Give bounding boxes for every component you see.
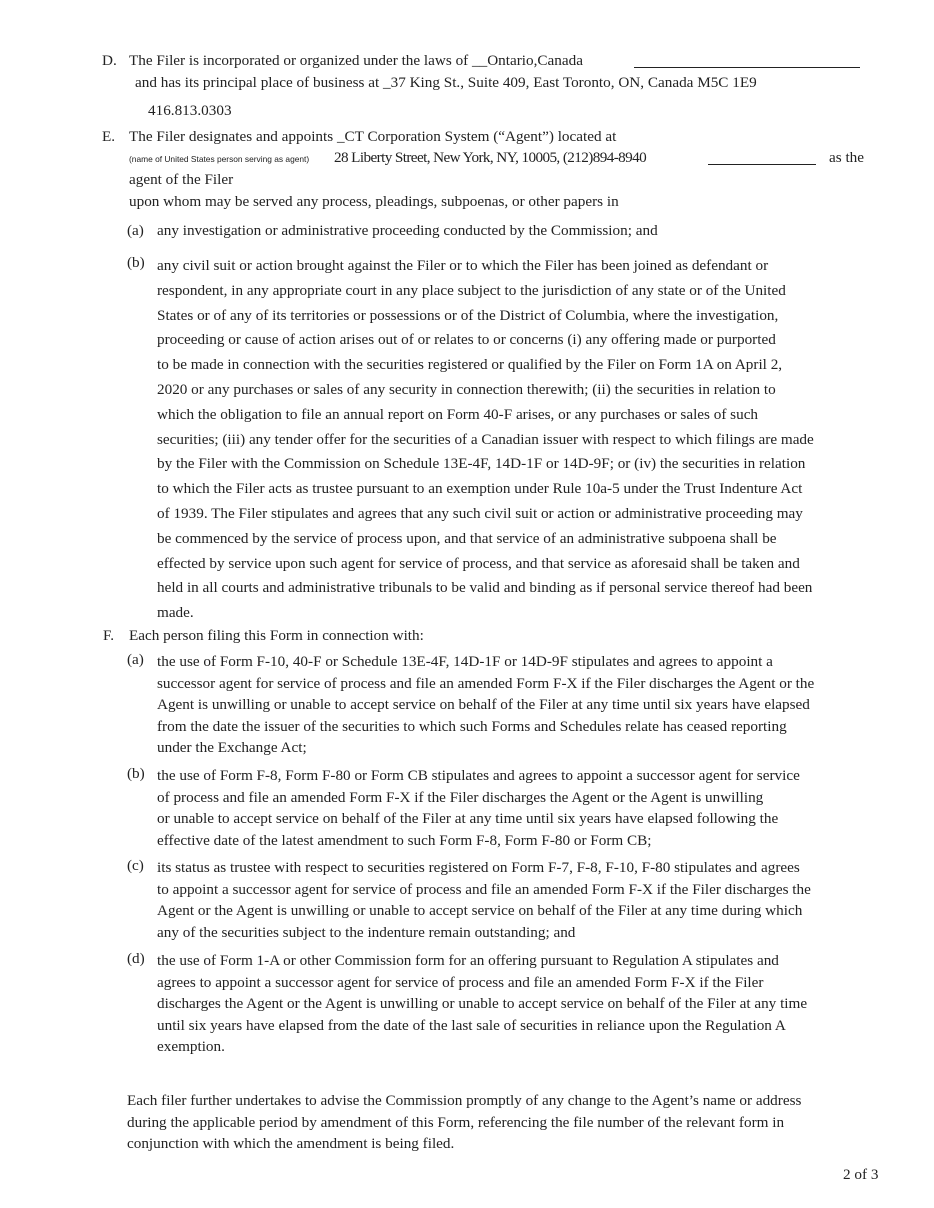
paragraph-line: during the applicable period by amendment of this Form, referencing the file number of the relevant form in (127, 1113, 785, 1131)
item-b-paragraph (157, 254, 889, 626)
section-e-line1-text: The Filer designates and appoints (129, 128, 334, 145)
section-d-line1-prefix: The Filer is incorporated or organized under the laws of (129, 52, 469, 69)
paragraph-line: from the date the issuer of the securities to which such Forms and Schedules relate has ceased reporting (157, 717, 787, 735)
paragraph-line: to be made in connection with the securities registered or qualified by the Filer on Form 1A on April 2, (157, 356, 783, 374)
item-b-label: (b) (127, 254, 145, 271)
paragraph-line: 2020 or any purchases or sales of any security in connection therewith; (ii) the securities in relation to (157, 380, 776, 398)
agent-address-field: 28 Liberty Street, New York, NY, 10005, (212)894-8940 (334, 149, 647, 166)
paragraph-line: or unable to accept service on behalf of the Filer at any time until six years have elapsed following the (157, 810, 779, 828)
paragraph-line: agrees to appoint a successor agent for service of process and file an amended Form F-X if the Filer (157, 973, 764, 991)
paragraph-line: made. (157, 604, 194, 622)
paragraph-line: the use of Form 1-A or other Commission form for an offering pursuant to Regulation A stipulates and (157, 952, 779, 969)
paragraph-line: Agent is unwilling or unable to accept service on behalf of the Filer at any time until six years have elapsed (157, 696, 810, 714)
agent-label: (name of United States person serving as agent) (129, 154, 310, 164)
paragraph-line: proceeding or cause of action arises out of or relates to or concerns (i) any offering made or purported (157, 331, 776, 349)
f-item-a-paragraph (157, 651, 889, 759)
paragraph-line: the use of Form F-10, 40-F or Schedule 13E-4F, 14D-1F or 14D-9F stipulates and agrees to appoint a (157, 653, 773, 670)
f-item-b-paragraph (157, 765, 889, 851)
paragraph-line: the use of Form F-8, Form F-80 or Form CB stipulates and agrees to appoint a successor agent for service (157, 767, 800, 784)
section-e-line1 (129, 128, 616, 146)
paragraph-line: of process and file an amended Form F-X if the Filer discharges the Agent or the Agent is unwilling (157, 788, 764, 806)
paragraph-line: discharges the Agent or the Agent is unwilling or unable to accept service on behalf of the Filer at any time (157, 995, 808, 1013)
paragraph-line: until six years have elapsed from the date of the last sale of securities in reliance upon the Regulation A (157, 1016, 786, 1034)
paragraph-line: be commenced by the service of process upon, and that service of an administrative subpoena shall be (157, 529, 777, 547)
paragraph-line: held in all courts and administrative tribunals to be valid and binding as if personal service thereof had been (157, 579, 813, 597)
paragraph-line: under the Exchange Act; (157, 739, 307, 757)
paragraph-line: exemption. (157, 1038, 225, 1056)
paragraph-line: by the Filer with the Commission on Schedule 13E-4F, 14D-1F or 14D-9F; or (iv) the securities in relation (157, 455, 806, 473)
paragraph-line: securities; (iii) any tender offer for the securities of a Canadian issuer with respect to which filings are made (157, 430, 814, 448)
paragraph-line: effective date of the latest amendment to such Form F-8, Form F-80 or Form CB; (157, 831, 652, 849)
jurisdiction-underline (634, 53, 860, 68)
section-e-line4: upon whom may be served any process, pleadings, subpoenas, or other papers in (129, 193, 619, 210)
f-item-d-paragraph (157, 950, 889, 1058)
phone-field: 416.813.0303 (148, 102, 232, 119)
as-the-text: as the (829, 149, 865, 166)
f-item-d-label: (d) (127, 950, 145, 967)
paragraph-line: which the obligation to file an annual report on Form 40-F arises, or any purchases or sales of such (157, 405, 759, 423)
item-a-label: (a) (127, 222, 144, 239)
jurisdiction-field: __Ontario,Canada (472, 52, 583, 69)
f-item-a-label: (a) (127, 651, 144, 668)
section-f-intro: Each person filing this Form in connection with: (129, 627, 424, 644)
section-d-letter: D. (102, 52, 117, 69)
item-a-text: any investigation or administrative proceeding conducted by the Commission; and (157, 222, 658, 239)
agent-address-underline (708, 150, 816, 165)
paragraph-line: to appoint a successor agent for service of process and file an amended Form F-X if the Filer discharges the (157, 880, 811, 898)
paragraph-line: its status as trustee with respect to securities registered on Form F-7, F-8, F-10, F-80 stipulates and agrees (157, 859, 800, 876)
paragraph-line: any civil suit or action brought against the Filer or to which the Filer has been joined as defendant or (157, 257, 769, 274)
paragraph-line: conjunction with which the amendment is being filed. (127, 1135, 455, 1153)
paragraph-line: Agent or the Agent is unwilling or unable to accept service on behalf of the Filer at any time during which (157, 902, 803, 920)
f-item-c-label: (c) (127, 857, 144, 874)
paragraph-line: Each filer further undertakes to advise the Commission promptly of any change to the Agent’s name or address (127, 1092, 802, 1109)
paragraph-line: of 1939. The Filer stipulates and agrees that any such civil suit or action or administrative proceeding may (157, 504, 803, 522)
section-d-line1 (129, 52, 583, 70)
section-d-line2-prefix: and has its principal place of business at (135, 74, 380, 91)
paragraph-line: respondent, in any appropriate court in any place subject to the jurisdiction of any state or of the United (157, 281, 786, 299)
f-item-c-paragraph (157, 857, 889, 943)
paragraph-line: any of the securities subject to the indenture remain outstanding; and (157, 923, 576, 941)
section-e-letter: E. (102, 128, 116, 145)
address-field: _37 King St., Suite 409, East Toronto, ON, Canada M5C 1E9 (383, 74, 757, 91)
paragraph-line: States or of any of its territories or possessions or of the District of Columbia, where the investigation, (157, 306, 779, 324)
agent-name-field: _CT Corporation System (“Agent”) located at (336, 128, 617, 145)
page-number: 2 of 3 (843, 1166, 879, 1183)
section-d-line2 (135, 74, 757, 92)
paragraph-line: successor agent for service of process and file an amended Form F-X if the Filer discharges the Agent or the (157, 674, 815, 692)
closing-paragraph (127, 1090, 887, 1155)
section-f-letter: F. (103, 627, 115, 644)
f-item-b-label: (b) (127, 765, 145, 782)
paragraph-line: to which the Filer acts as trustee pursuant to an exemption under Rule 10a-5 under the Trust Indenture Act (157, 480, 803, 498)
paragraph-line: effected by service upon such agent for service of process, and that service as aforesaid shall be taken and (157, 554, 800, 572)
section-e-line3: agent of the Filer (129, 171, 234, 188)
